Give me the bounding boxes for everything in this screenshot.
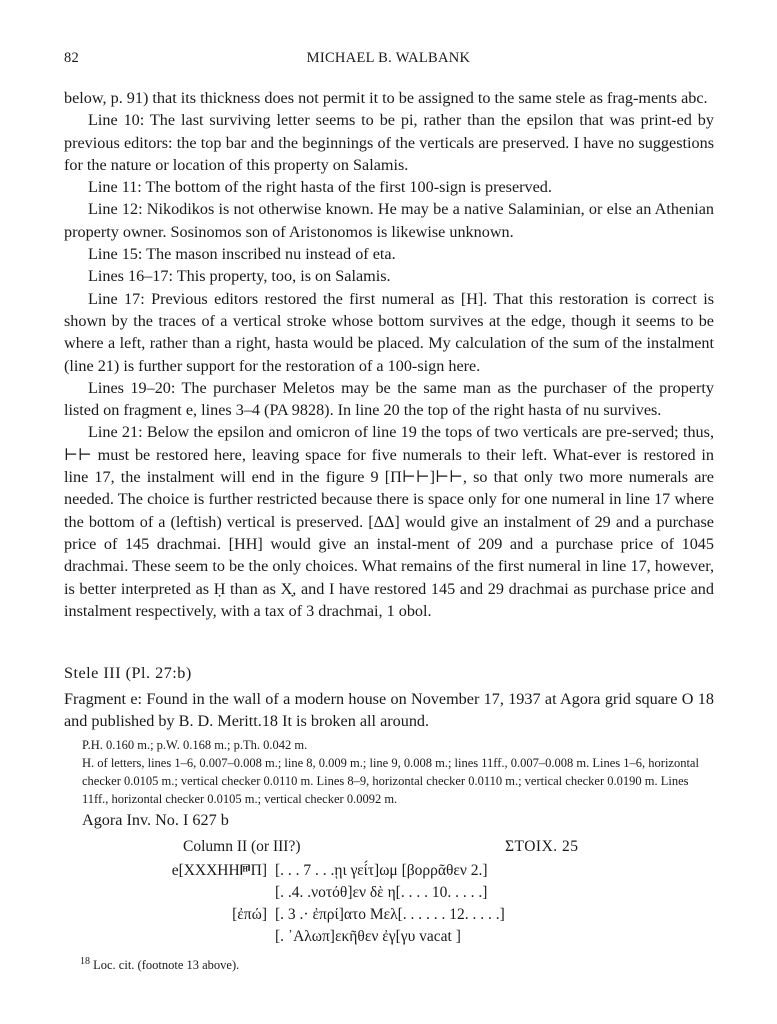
footnote-number: 18 [80,956,90,967]
inscription-line [0,928,777,950]
measurement-letters: H. of letters, lines 1–6, 0.007–0.008 m.; line 8, 0.009 m.; line 9, 0.008 m.; lines 11ff., 0.007–0.008 m. Lines 1–6, horizontal checker 0.0105 m.; vertical checker 0.0110 m. Lines 8–9, horizontal checker 0.0110 m.; vertical checker 0.0190 m. Lines 11ff., horizontal checker 0.0105 m.; vertical checker 0.0092 m. [82,756,699,806]
measurement-dimensions: P.H. 0.160 m.; p.W. 0.168 m.; p.Th. 0.042 m. [82,738,308,752]
paragraph: below, p. 91) that its thickness does not permit it to be assigned to the same stele as frag-ments abc. [64,89,708,107]
footnote [80,956,239,973]
paragraph: Line 15: The mason inscribed nu instead of eta. [88,245,396,264]
body-text [64,87,714,622]
running-title: MICHAEL B. WALBANK [306,50,471,66]
line-text: [. 3 .· ἐπρί]ατο Μελ[. . . . . . 12. . . . .] [275,906,505,923]
paragraph: Line 11: The bottom of the right hasta of the first 100-sign is preserved. [88,178,552,197]
paragraph: Line 10: The last surviving letter seems to be pi, rather than the epsilon that was print-ed by previous editors: the top bar and the beginnings of the verticals are preserved. I have no suggestions for the nature or location of this property on Salamis. [64,111,714,174]
inventory-number: Agora Inv. No. I 627 b [82,811,229,829]
inscription-line [0,884,777,906]
line-text: [. . . 7 . . .ῃι γεί́τ]ωμ [βορρᾶθεν 2.] [275,862,488,879]
paragraph: Line 12: Nikodikos is not otherwise known. He may be a native Salaminian, or else an Athenian property owner. Sosinomos son of Aristonomos is likewise unknown. [64,200,714,241]
section-heading: Stele III (Pl. 27:b) [64,664,192,682]
column-heading: Column II (or III?) [183,838,301,855]
line-label: e[ΧΧΧΗΗ𐅅Π] [171,862,267,879]
measurements [82,736,714,808]
paragraph: Line 17: Previous editors restored the first numeral as [H]. That this restoration is correct is shown by the traces of a vertical stroke whose bottom survives at the edge, though it seems to be where a left, rather than a right, hasta would be placed. My calculation of the sum of the instalment (line 21) is further support for the restoration of a 100-sign here. [64,289,714,375]
stoichedon-label: ΣΤΟΙΧ. 25 [505,838,579,855]
page-number: 82 [64,50,80,66]
line-text: [. .4. .νοτόθ]εν δὲ η[. . . . 10. . . . .] [275,884,488,901]
inscription-line [0,906,777,928]
paragraph: Lines 19–20: The purchaser Meletos may be the same man as the purchaser of the property listed on fragment e, lines 3–4 (PA 9828). In line 20 the top of the right hasta of nu survives. [64,378,714,420]
paragraph: Lines 16–17: This property, too, is on Salamis. [88,267,391,286]
fragment-description: Fragment e: Found in the wall of a modern house on November 17, 1937 at Agora grid square O 18 and published by B. D. Meritt.18 It is broken all around. [64,690,714,731]
footnote-text: Loc. cit. (footnote 13 above). [93,958,240,973]
line-text: [. ᾿Αλωπ]εκῆθεν ἐγ[γυ vacat ] [275,928,461,945]
inscription-line [0,862,777,884]
paragraph: Line 21: Below the epsilon and omicron of line 19 the tops of two verticals are pre-served; thus, ⊢⊢ must be restored here, leaving space for five numerals to their left. What-ever is restored in line 17, the instalment will end in the figure 9 [Π⊢⊢]⊢⊢, so that only two more numerals are needed. The choice is further restricted because there is space only for one numeral in line 17 where the bottom of a (leftish) vertical is preserved. [ΔΔ] would give an instalment of 29 and a purchase price of 145 drachmai. [HH] would give an instal-ment of 209 and a purchase price of 1045 drachmai. These seem to be the only choices. What remains of the first numeral in line 17, however, is better interpreted as Ḥ than as Χ̣, and I have restored 145 and 29 drachmai as purchase price and instalment respectively, with a tax of 3 drachmai, 1 obol. [64,423,714,620]
line-label: [ἐπώ] [232,906,267,923]
